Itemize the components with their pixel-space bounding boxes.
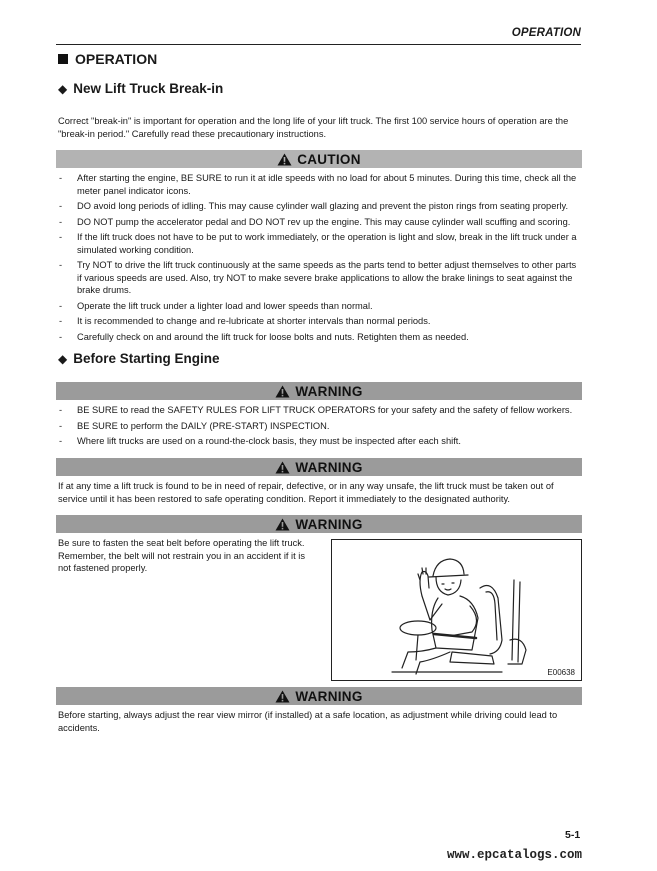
caution-list [58, 172, 582, 346]
seat-belt-figure [331, 539, 582, 681]
list-item: - BE SURE to read the SAFETY RULES FOR LIFT TRUCK OPERATORS for your safety and the safety of fellow workers. [59, 405, 573, 415]
warning-2-text: If at any time a lift truck is found to be in need of repair, defective, or in any way unsafe, the lift truck must be taken out of service until it has been restored to safe operating condition. Report it immediately to the designated authority. [58, 481, 554, 504]
list-item: - DO NOT pump the accelerator pedal and DO NOT rev up the engine. This may cause cylinder wall scuffing and scoring. [59, 216, 571, 227]
list-item: - Carefully check on and around the lift truck for loose bolts and nuts. Retighten them as needed. [59, 331, 469, 342]
warning-triangle-icon [275, 385, 290, 398]
square-bullet-icon [58, 54, 68, 64]
breakin-title [58, 81, 223, 96]
warning-bar-4 [56, 687, 582, 705]
warning-4-text: Before starting, always adjust the rear view mirror (if installed) at a safe location, as adjustment while driving could lead to accidents. [58, 710, 558, 733]
diamond-bullet-icon: ◆ [58, 81, 68, 96]
list-item: - Where lift trucks are used on a round-the-clock basis, they must be inspected after each shift. [59, 436, 461, 446]
caution-bar [56, 150, 582, 168]
list-item: - Try NOT to drive the lift truck continuously at the same speeds as the parts tend to better adjust themselves to other parts if various speeds are used. Also, try NOT to make severe brake applications to allow the brake linings to seat against the brake drums. [59, 260, 577, 295]
diamond-bullet-icon: ◆ [58, 351, 68, 366]
warning-label: WARNING [295, 516, 363, 532]
breakin-title-text: New Lift Truck Break-in [73, 81, 224, 96]
caution-label: CAUTION [297, 151, 361, 167]
before-start-title [58, 351, 220, 366]
page-header [56, 29, 581, 45]
breakin-intro: Correct "break-in" is important for operation and the long life of your lift truck. The first 100 service hours of operation are the "break-in period." Carefully read these precautionary instructions. [58, 116, 569, 139]
operator-seatbelt-illustration-icon [332, 540, 581, 680]
warning-triangle-icon [275, 690, 290, 703]
list-item: - Operate the lift truck under a lighter load and lower speeds than normal. [59, 300, 373, 311]
watermark: www.epcatalogs.com [447, 848, 583, 862]
warning-bar-2 [56, 458, 582, 476]
warning-triangle-icon [275, 461, 290, 474]
warning-bar-3 [56, 515, 582, 533]
list-item: - After starting the engine, BE SURE to run it at idle speeds with no load for about 5 minutes. During this time, check all the meter panel indicator icons. [59, 173, 577, 196]
list-item: - It is recommended to change and re-lubricate at shorter intervals than normal periods. [59, 316, 431, 326]
warning-3-text: Be sure to fasten the seat belt before operating the lift truck. Remember, the belt will not restrain you in an accident if it is not fastened properly. [58, 538, 305, 573]
list-item: - BE SURE to perform the DAILY (PRE-START) INSPECTION. [59, 420, 330, 431]
warning-label: WARNING [295, 459, 363, 475]
header-title: OPERATION [511, 27, 581, 39]
page-number: 5-1 [565, 829, 581, 841]
warning-triangle-icon [275, 518, 290, 531]
before-start-title-text: Before Starting Engine [73, 351, 220, 366]
list-item: - DO avoid long periods of idling. This may cause cylinder wall glazing and prevent the piston rings from seating properly. [59, 201, 569, 211]
section-title-text: OPERATION [75, 51, 158, 67]
caution-triangle-icon [277, 153, 292, 166]
warning-label: WARNING [295, 383, 363, 399]
list-item: - If the lift truck does not have to be put to work immediately, or the operation is light and slow, break in the lift truck under a simulated working condition. [59, 232, 577, 255]
warning-bar-1 [56, 382, 582, 400]
warning-1-list [58, 404, 582, 451]
figure-code: E00638 [547, 668, 575, 677]
section-title [58, 51, 157, 67]
warning-label: WARNING [295, 688, 363, 704]
